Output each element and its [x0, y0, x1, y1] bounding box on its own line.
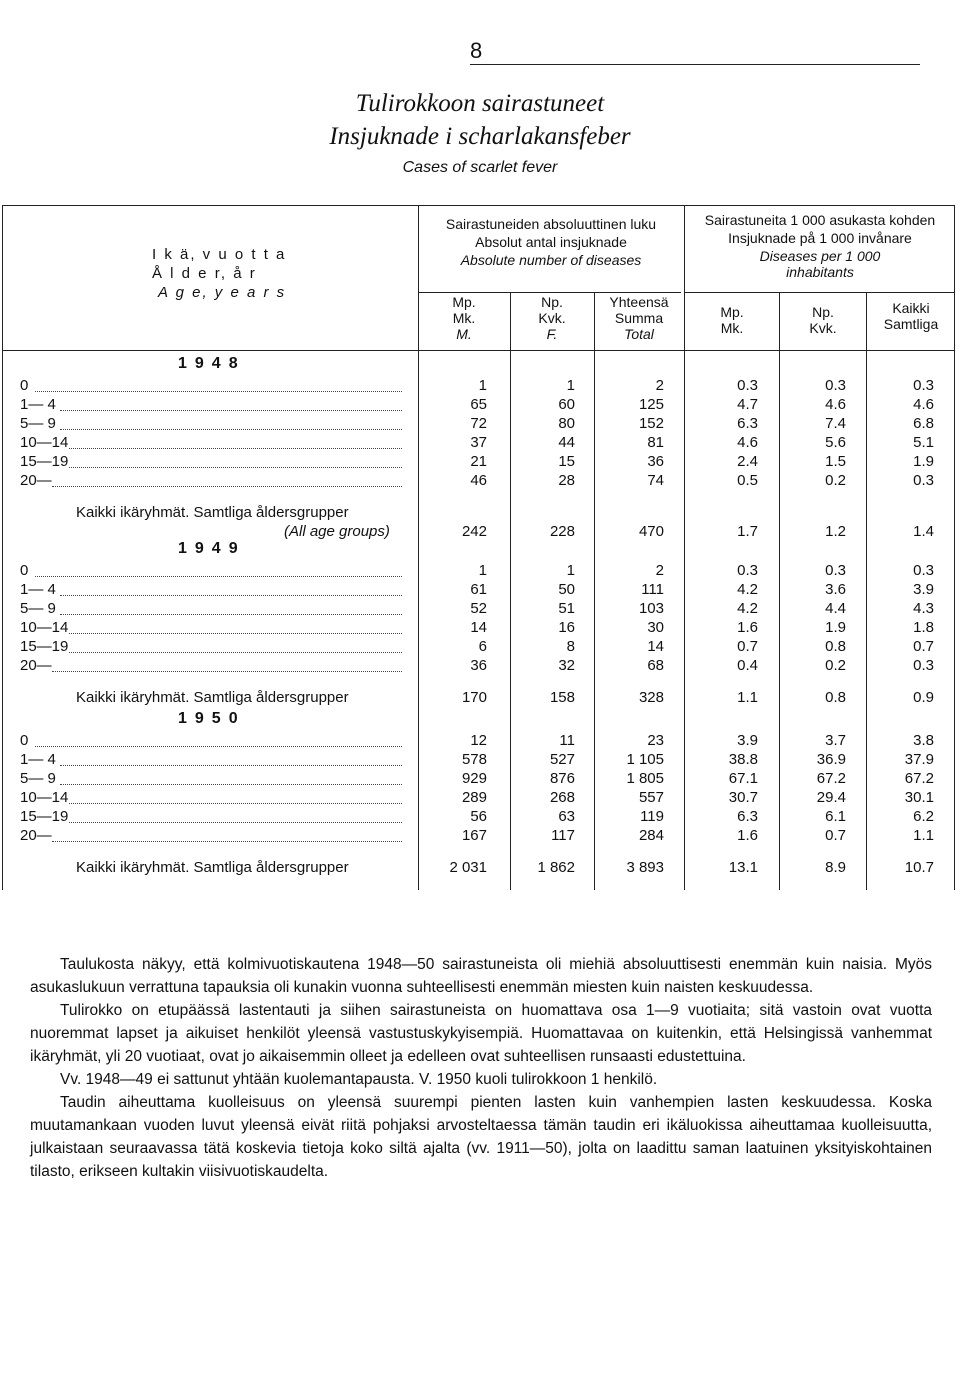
age-label: 0	[20, 562, 29, 579]
table-top-rule	[2, 205, 954, 206]
value-f: 268	[549, 788, 575, 806]
leader-dots	[52, 841, 403, 842]
paragraph: Tulirokko on etupäässä lastentauti ja siihen sairastuneista on huomattava osa 1—9 vuotiaita; sitä vastoin ovat vuotta nuoremmat lapset ja aikuiset henkilöt yleensä vastustuskykyisempiä. Huomattavaa on kuitenkin, että Helsingissä vanhemmat ikäryhmät, yli 20 vuotiaat, ovat jo aikaisemmin olleet ja edelleen ovat suhteellisen runsaasti edustettuina.	[30, 1002, 932, 1065]
total-label: Kaikki ikäryhmät. Samtliga åldersgrupper	[76, 859, 349, 877]
leader-dots	[60, 429, 402, 430]
age-label: 20—	[20, 471, 52, 489]
total-value-rt: 0.9	[913, 689, 934, 707]
age-header-fi: I k ä, v u o t t a	[152, 246, 287, 263]
total-value-rm: 1.1	[737, 689, 758, 707]
col-m-en: M.	[456, 326, 472, 342]
col-rate-total-fi: Kaikki	[892, 300, 930, 316]
value-rt: 30.1	[904, 788, 934, 806]
value-m: 6	[478, 637, 487, 655]
value-rt: 0.3	[913, 377, 934, 394]
value-rm: 1.6	[737, 826, 758, 844]
total-label-en: (All age groups)	[284, 523, 390, 541]
age-label: 0	[20, 732, 29, 749]
age-label: 0	[20, 377, 29, 394]
leader-dots	[69, 467, 403, 468]
value-t: 1 105	[626, 750, 664, 768]
value-rf: 1.9	[825, 618, 846, 636]
value-rf: 3.6	[825, 580, 846, 598]
value-rf: 0.8	[825, 637, 846, 655]
value-t: 119	[640, 807, 664, 825]
age-label: 5— 9	[20, 599, 56, 617]
value-f: 1	[566, 377, 575, 394]
leader-dots	[35, 576, 403, 577]
value-rm: 6.3	[737, 414, 758, 432]
leader-dots	[35, 391, 403, 392]
abs-rate-rule	[684, 205, 685, 890]
col-m-sv: Mk.	[452, 310, 476, 326]
total-value-rf: 1.2	[825, 523, 846, 541]
value-m: 52	[470, 599, 487, 617]
value-rt: 1.8	[913, 618, 934, 636]
value-rt: 4.3	[913, 599, 934, 617]
value-f: 44	[558, 433, 575, 451]
value-rm: 38.8	[728, 750, 758, 768]
header-bottom-rule	[2, 350, 954, 351]
title-swedish: Insjuknade i scharlakansfeber	[329, 123, 631, 150]
age-label: 10—14	[20, 788, 69, 806]
total-value-rt: 1.4	[913, 523, 934, 541]
value-rm: 1.6	[737, 618, 758, 636]
col-total-sv: Summa	[614, 310, 664, 326]
value-rf: 4.4	[825, 599, 846, 617]
value-m: 14	[470, 618, 487, 636]
year-label: 1949	[178, 540, 246, 557]
col-rate-m-fi: Mp.	[720, 304, 744, 320]
age-label: 5— 9	[20, 769, 56, 787]
value-m: 56	[470, 807, 487, 825]
value-t: 284	[638, 826, 664, 844]
col-f-sv: Kvk.	[538, 310, 566, 326]
value-t: 74	[647, 471, 664, 489]
col-f-en: F.	[546, 326, 558, 342]
value-rt: 0.3	[913, 471, 934, 489]
abs-header-divider	[418, 292, 681, 293]
value-f: 11	[559, 732, 575, 749]
col-rate-m-header	[686, 304, 778, 336]
col-total-header	[596, 294, 682, 342]
value-rt: 37.9	[904, 750, 934, 768]
value-rm: 4.2	[737, 599, 758, 617]
value-t: 125	[638, 395, 664, 413]
age-header-en: A g e, y e a r s	[158, 284, 287, 301]
value-t: 2	[655, 377, 664, 394]
value-rt: 6.8	[913, 414, 934, 432]
leader-dots	[60, 595, 402, 596]
age-label: 1— 4	[20, 750, 56, 768]
age-label: 10—14	[20, 618, 69, 636]
value-m: 1	[478, 562, 487, 579]
leader-dots	[35, 746, 403, 747]
value-rm: 0.4	[737, 656, 758, 674]
value-m: 929	[461, 769, 487, 787]
col-rate-m-sv: Mk.	[720, 320, 744, 336]
leader-dots	[60, 410, 402, 411]
value-t: 152	[638, 414, 664, 432]
leader-dots	[60, 784, 402, 785]
rate-header-sv: Insjuknade på 1 000 invånare	[728, 230, 912, 246]
age-label: 15—19	[20, 452, 69, 470]
value-t: 23	[647, 732, 664, 749]
leader-dots	[60, 765, 402, 766]
value-rt: 4.6	[913, 395, 934, 413]
value-t: 1 805	[626, 769, 664, 787]
total-value-f: 1 862	[537, 859, 575, 877]
age-header-sv: Å l d e r, å r	[152, 265, 257, 282]
abs-header-fi: Sairastuneiden absoluuttinen luku	[445, 216, 657, 232]
value-t: 81	[647, 433, 664, 451]
abs-header-en: Absolute number of diseases	[460, 252, 642, 268]
value-f: 32	[558, 656, 575, 674]
abs-header-sv: Absolut antal insjuknade	[475, 234, 627, 250]
value-t: 14	[647, 637, 664, 655]
value-m: 12	[470, 732, 487, 749]
title-finnish: Tulirokkoon sairastuneet	[355, 90, 605, 117]
age-label: 15—19	[20, 637, 69, 655]
leader-dots	[69, 633, 403, 634]
value-f: 1	[566, 562, 575, 579]
value-m: 46	[470, 471, 487, 489]
value-m: 289	[461, 788, 487, 806]
col-rate-total-header	[868, 300, 954, 332]
value-rt: 1.9	[913, 452, 934, 470]
col-m-header	[420, 294, 508, 342]
year-label: 1950	[178, 710, 246, 727]
value-rf: 7.4	[825, 414, 846, 432]
value-rt: 3.8	[913, 732, 934, 749]
value-rm: 3.9	[737, 732, 758, 749]
value-f: 28	[558, 471, 575, 489]
value-rt: 0.3	[913, 656, 934, 674]
total-value-t: 3 893	[626, 859, 664, 877]
col-total-en: Total	[624, 326, 654, 342]
value-f: 16	[558, 618, 575, 636]
total-value-rt: 10.7	[904, 859, 934, 877]
col-f-header	[512, 294, 592, 342]
value-t: 68	[647, 656, 664, 674]
value-t: 30	[647, 618, 664, 636]
paragraph: Vv. 1948—49 ei sattunut yhtään kuolemantapausta. V. 1950 kuoli tulirokkoon 1 henkilö.	[60, 1071, 658, 1088]
value-f: 117	[551, 826, 575, 844]
paragraph: Taudin aiheuttama kuolleisuus on yleensä suurempi pienten lasten kuin vanhempien lasten keskuudessa. Koska muutamankaan vuoden luvut yleensä eivät riitä pohjaksi arvosteltaessa tämän taudin eri ikäluokissa aiheuttamaa kuolleisuutta, julkaistaan seuraavassa tätä koskevia tietoja koko siltä ajalta (vv. 1911—50), jolta on laadittu saman laatuinen yksityiskohtainen tilasto, erikseen kultakin viisivuotiskaudelta.	[30, 1094, 932, 1180]
value-rt: 6.2	[913, 807, 934, 825]
total-value-m: 170	[461, 689, 487, 707]
value-rf: 0.2	[825, 656, 846, 674]
col-rate-f-header	[781, 304, 865, 336]
year-label: 1948	[178, 355, 246, 372]
value-rm: 2.4	[737, 452, 758, 470]
value-rm: 4.2	[737, 580, 758, 598]
col-rate-total-sv: Samtliga	[883, 316, 939, 332]
value-rf: 6.1	[825, 807, 846, 825]
page-number: 8	[470, 38, 483, 63]
value-f: 8	[566, 637, 575, 655]
value-t: 36	[647, 452, 664, 470]
col-m-fi: Mp.	[452, 294, 476, 310]
leader-dots	[69, 822, 403, 823]
leader-dots	[52, 671, 403, 672]
total-value-rm: 13.1	[728, 859, 758, 877]
leader-dots	[52, 486, 403, 487]
age-column-rule	[418, 205, 419, 890]
value-rf: 0.3	[825, 562, 846, 579]
total-value-t: 470	[638, 523, 664, 541]
value-rm: 0.3	[737, 562, 758, 579]
top-rule	[470, 64, 920, 65]
total-label: Kaikki ikäryhmät. Samtliga åldersgrupper	[76, 504, 349, 522]
value-rt: 1.1	[913, 826, 934, 844]
value-rm: 67.1	[728, 769, 758, 787]
age-label: 1— 4	[20, 395, 56, 413]
value-rf: 5.6	[825, 433, 846, 451]
age-label: 1— 4	[20, 580, 56, 598]
value-rf: 67.2	[816, 769, 846, 787]
rate-header-fi: Sairastuneita 1 000 asukasta kohden	[704, 212, 936, 228]
total-label: Kaikki ikäryhmät. Samtliga åldersgrupper	[76, 689, 349, 707]
value-f: 63	[558, 807, 575, 825]
value-rm: 0.5	[737, 471, 758, 489]
value-rf: 0.3	[825, 377, 846, 394]
value-f: 60	[558, 395, 575, 413]
value-t: 111	[641, 580, 664, 598]
value-rm: 4.6	[737, 433, 758, 451]
value-f: 876	[549, 769, 575, 787]
value-rf: 0.2	[825, 471, 846, 489]
value-t: 103	[638, 599, 664, 617]
col-total-fi: Yhteensä	[609, 294, 669, 310]
value-f: 80	[558, 414, 575, 432]
right-border	[954, 205, 955, 890]
value-rt: 3.9	[913, 580, 934, 598]
value-rt: 67.2	[904, 769, 934, 787]
value-rf: 0.7	[825, 826, 846, 844]
value-m: 61	[470, 580, 487, 598]
title-english: Cases of scarlet fever	[402, 159, 558, 176]
value-m: 1	[478, 377, 487, 394]
body-text	[30, 953, 932, 1183]
value-rt: 0.3	[913, 562, 934, 579]
total-value-t: 328	[638, 689, 664, 707]
total-value-m: 242	[461, 523, 487, 541]
value-f: 527	[549, 750, 575, 768]
value-m: 36	[470, 656, 487, 674]
leader-dots	[69, 448, 403, 449]
value-f: 50	[558, 580, 575, 598]
value-rt: 0.7	[913, 637, 934, 655]
value-rt: 5.1	[913, 433, 934, 451]
leader-dots	[69, 652, 403, 653]
age-label: 20—	[20, 826, 52, 844]
total-value-rm: 1.7	[737, 523, 758, 541]
value-m: 578	[461, 750, 487, 768]
total-value-f: 228	[549, 523, 575, 541]
leader-dots	[60, 614, 402, 615]
age-label: 5— 9	[20, 414, 56, 432]
value-rf: 4.6	[825, 395, 846, 413]
value-rm: 30.7	[728, 788, 758, 806]
col-rate-f-sv: Kvk.	[809, 320, 837, 336]
leader-dots	[69, 803, 403, 804]
value-rm: 6.3	[737, 807, 758, 825]
value-rf: 36.9	[816, 750, 846, 768]
rate-header-divider	[684, 292, 954, 293]
value-m: 72	[470, 414, 487, 432]
col-f-fi: Np.	[541, 294, 563, 310]
value-t: 557	[638, 788, 664, 806]
total-value-f: 158	[549, 689, 575, 707]
rate-header-en: Diseases per 1 000	[759, 248, 881, 264]
value-rm: 0.3	[737, 377, 758, 394]
age-label: 20—	[20, 656, 52, 674]
total-value-rf: 8.9	[825, 859, 846, 877]
age-label: 15—19	[20, 807, 69, 825]
value-m: 37	[470, 433, 487, 451]
col-rate-f-fi: Np.	[812, 304, 834, 320]
rate-header-en-2: inhabitants	[786, 264, 854, 280]
value-rm: 0.7	[737, 637, 758, 655]
value-t: 2	[655, 562, 664, 579]
value-m: 21	[470, 452, 487, 470]
value-f: 15	[558, 452, 575, 470]
left-border	[2, 205, 3, 890]
paragraph: Taulukosta näkyy, että kolmivuotiskautena 1948—50 sairastuneista oli miehiä absoluuttisesti enemmän kuin naisia. Myös asukaslukuun verrattuna tapauksia oli kunakin vuonna suhteellisesti enemmän miesten kuin naisten keskuudessa.	[30, 956, 932, 996]
value-rf: 1.5	[825, 452, 846, 470]
value-rf: 3.7	[825, 732, 846, 749]
value-rf: 29.4	[816, 788, 846, 806]
value-f: 51	[558, 599, 575, 617]
value-rm: 4.7	[737, 395, 758, 413]
total-value-rf: 0.8	[825, 689, 846, 707]
value-m: 167	[461, 826, 487, 844]
value-m: 65	[470, 395, 487, 413]
scarlet-fever-table	[0, 190, 960, 890]
total-value-m: 2 031	[449, 859, 487, 877]
age-label: 10—14	[20, 433, 69, 451]
